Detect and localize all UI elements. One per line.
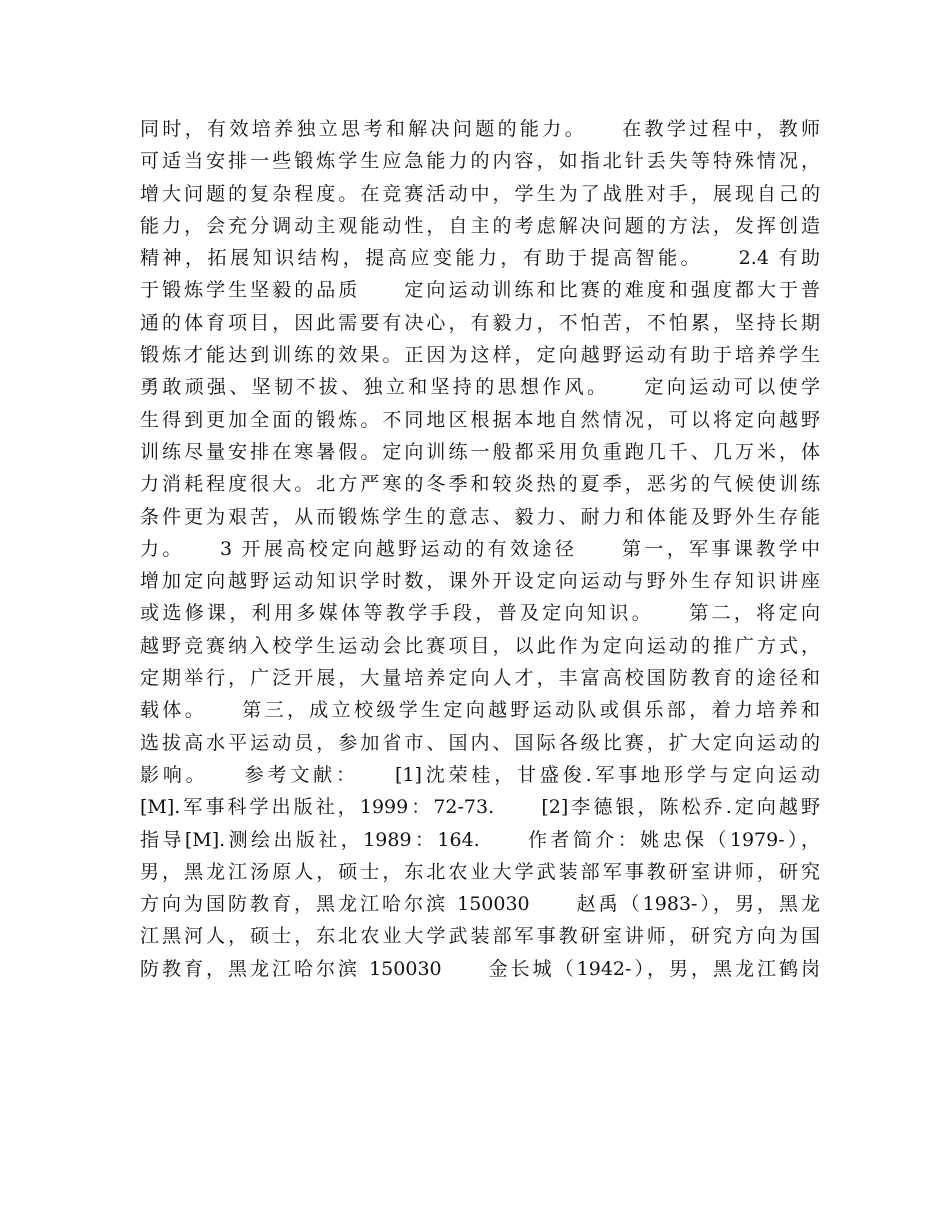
- text-line: 增加定向越野运动知识学时数，课外开设定向运动与野外生存知识讲座: [140, 570, 820, 593]
- text-line: 能力，会充分调动主观能动性，自主的考虑解决问题的方法，发挥创造: [140, 214, 820, 237]
- text-line: 同时，有效培养独立思考和解决问题的能力。 在教学过程中，教师: [140, 118, 820, 140]
- text-line: 生得到更加全面的锻炼。不同地区根据本地自然情况，可以将定向越野: [140, 408, 820, 431]
- text-line: 选拔高水平运动员，参加省市、国内、国际各级比赛，扩大定向运动的: [140, 731, 820, 754]
- text-line: 越野竞赛纳入校学生运动会比赛项目，以此作为定向运动的推广方式，: [140, 634, 820, 657]
- text-line: 增大问题的复杂程度。在竞赛活动中，学生为了战胜对手，展现自己的: [140, 182, 820, 205]
- text-line: 精神，拓展知识结构，提高应变能力，有助于提高智能。 2.4 有助: [140, 247, 820, 270]
- text-line: 锻炼才能达到训练的效果。正因为这样，定向越野运动有助于培养学生: [140, 344, 820, 367]
- text-line: 力消耗程度很大。北方严寒的冬季和较炎热的夏季，恶劣的气候使训练: [140, 473, 820, 496]
- article-body: [140, 113, 820, 985]
- text-line: 防教育，黑龙江哈尔滨 150030 金长城（1942-），男，黑龙江鹤岗: [140, 957, 820, 980]
- text-line: 条件更为艰苦，从而锻炼学生的意志、毅力、耐力和体能及野外生存能: [140, 505, 820, 528]
- text-line: 方向为国防教育，黑龙江哈尔滨 150030 赵禹（1983-），男，黑龙: [140, 893, 820, 916]
- text-line: 指导[M].测绘出版社，1989：164. 作者简介：姚忠保（1979-），: [140, 828, 820, 851]
- text-line: 通的体育项目，因此需要有决心，有毅力，不怕苦，不怕累，坚持长期: [140, 311, 820, 334]
- text-line: 载体。 第三，成立校级学生定向越野运动队或俱乐部，着力培养和: [140, 699, 820, 722]
- text-line: 训练尽量安排在寒暑假。定向训练一般都采用负重跑几千、几万米，体: [140, 440, 820, 463]
- text-line: 影响。 参考文献： [1]沈荣桂，甘盛俊.军事地形学与定向运动: [140, 763, 820, 786]
- text-line: 于锻炼学生坚毅的品质 定向运动训练和比赛的难度和强度都大于普: [140, 279, 820, 302]
- text-line: 江黑河人，硕士，东北农业大学武装部军事教研室讲师，研究方向为国: [140, 925, 820, 948]
- text-line: 或选修课，利用多媒体等教学手段，普及定向知识。 第二，将定向: [140, 602, 820, 625]
- text-line: 定期举行，广泛开展，大量培养定向人才，丰富高校国防教育的途径和: [140, 667, 820, 690]
- text-line: 力。 3 开展高校定向越野运动的有效途径 第一，军事课教学中: [140, 537, 820, 560]
- text-line: 可适当安排一些锻炼学生应急能力的内容，如指北针丢失等特殊情况，: [140, 150, 820, 173]
- text-line: 男，黑龙江汤原人，硕士，东北农业大学武装部军事教研室讲师，研究: [140, 860, 820, 883]
- text-line: 勇敢顽强、坚韧不拔、独立和坚持的思想作风。 定向运动可以使学: [140, 376, 820, 399]
- text-line: [M].军事科学出版社，1999：72-73. [2]李德银，陈松乔.定向越野: [140, 796, 820, 819]
